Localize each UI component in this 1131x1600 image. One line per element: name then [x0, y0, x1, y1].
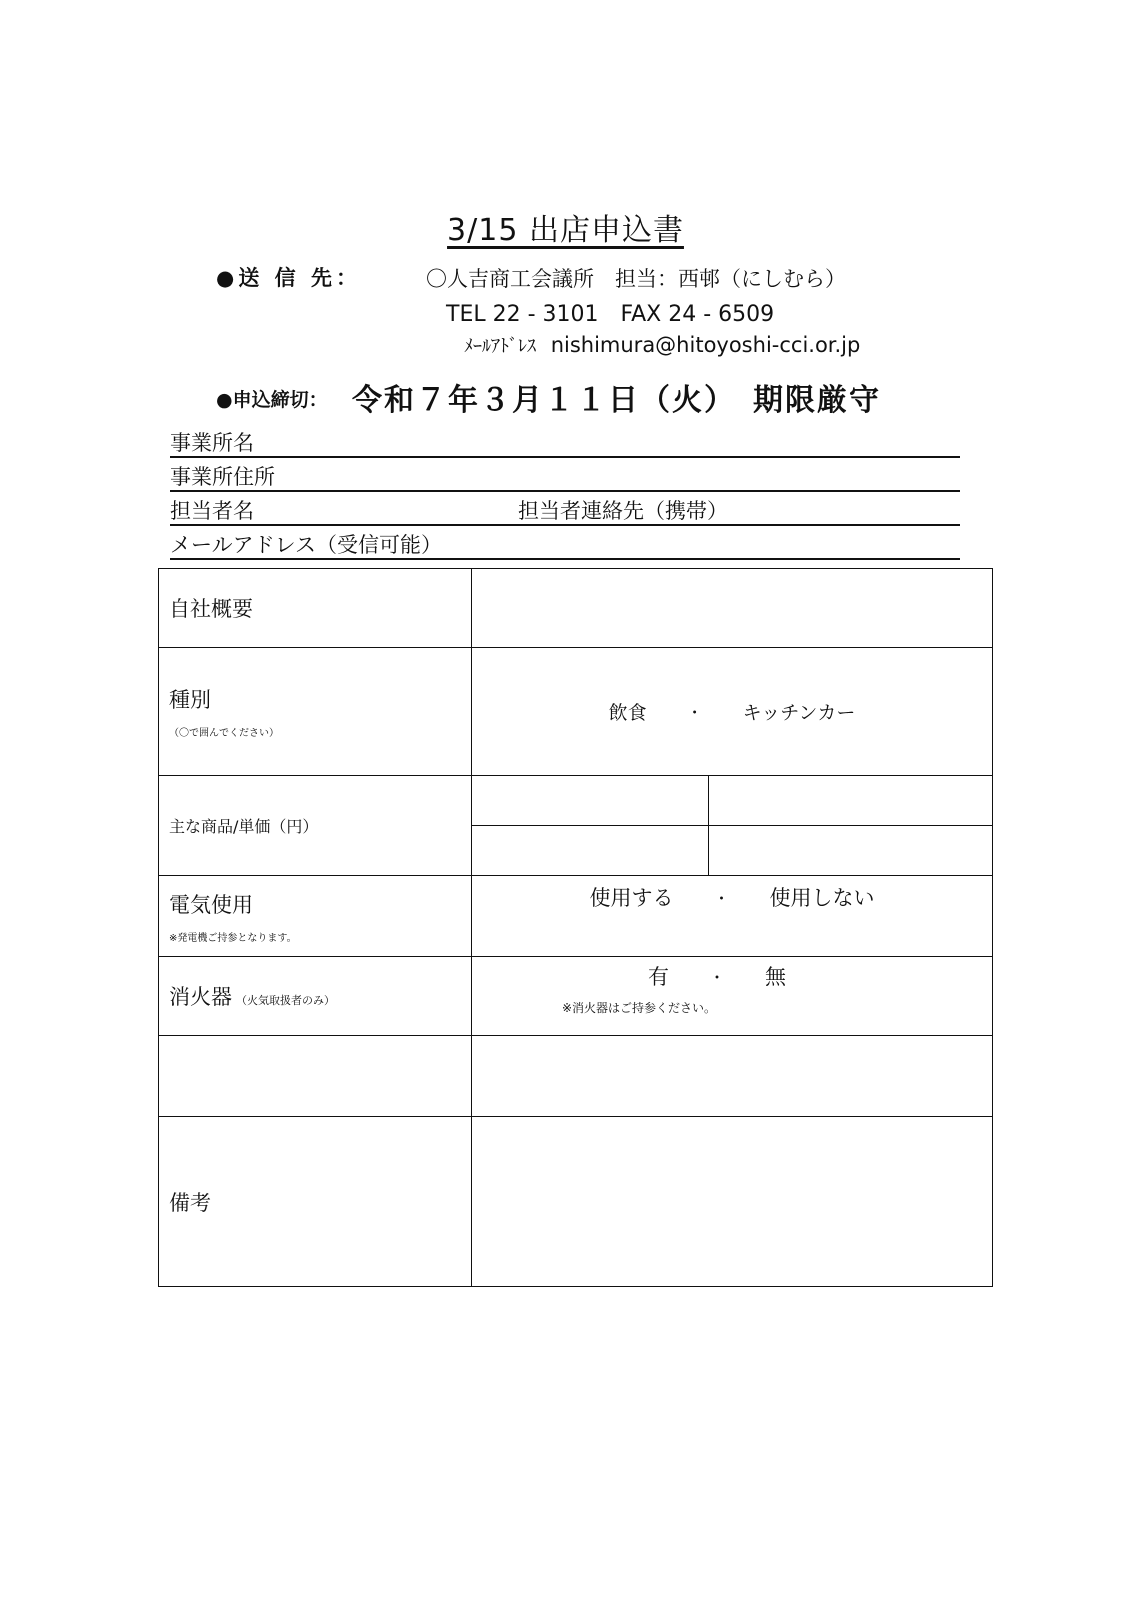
products-label: 主な商品/単価（円） — [159, 776, 472, 876]
electricity-option-no-use[interactable]: 使用しない — [769, 886, 875, 910]
page-title: 3/15 出店申込書 — [447, 213, 684, 248]
category-option-food[interactable]: 飲食 — [608, 702, 647, 724]
business-address-label: 事業所住所 — [170, 465, 275, 489]
extinguisher-option-yes[interactable]: 有 — [647, 965, 669, 989]
products-row — [159, 776, 993, 876]
business-address-field[interactable] — [170, 464, 960, 492]
electricity-label: 電気使用 — [169, 892, 253, 917]
products-inner-table — [472, 776, 992, 875]
product-2-price-input[interactable] — [708, 826, 992, 876]
send-to-tel-fax: TEL 22 - 3101 FAX 24 - 6509 — [446, 302, 775, 327]
electricity-options — [472, 876, 993, 957]
extinguisher-option-no[interactable]: 無 — [765, 965, 786, 989]
email-field-label: メールアドレス（受信可能） — [170, 533, 442, 557]
category-option-kitchen-car[interactable]: キッチンカー — [742, 702, 856, 724]
contact-field[interactable] — [170, 498, 960, 526]
extinguisher-separator: ・ — [708, 967, 725, 987]
electricity-note: ※発電機ご持参となります。 — [169, 932, 297, 944]
product-1-name-input[interactable] — [472, 776, 708, 826]
deadline-label: ●申込締切： — [216, 389, 328, 411]
category-separator: ・ — [686, 703, 703, 722]
blank-row-value-input[interactable] — [472, 1036, 993, 1117]
application-table — [158, 568, 993, 1287]
extinguisher-options — [472, 957, 993, 1036]
blank-row — [159, 1036, 993, 1117]
extinguisher-note: ※消火器はご持参ください。 — [562, 1001, 717, 1015]
business-name-field[interactable] — [170, 430, 960, 458]
contact-name-label: 担当者名 — [170, 499, 254, 523]
electricity-label-cell — [159, 876, 472, 957]
remarks-input[interactable] — [472, 1117, 993, 1287]
product-2-name-input[interactable] — [472, 826, 708, 876]
email-address[interactable]: nishimura@hitoyoshi-cci.or.jp — [550, 333, 861, 357]
category-label: 種別 — [169, 688, 211, 712]
category-note: （〇で囲んでください） — [169, 728, 279, 739]
products-grid — [472, 776, 993, 876]
contact-phone-label: 担当者連絡先（携帯） — [518, 499, 728, 523]
blank-row-label-input[interactable] — [159, 1036, 472, 1117]
business-name-label: 事業所名 — [170, 431, 254, 455]
company-overview-input[interactable] — [472, 569, 993, 648]
electricity-row — [159, 876, 993, 957]
extinguisher-label-note: （火気取扱者のみ） — [236, 994, 335, 1007]
remarks-label: 備考 — [159, 1117, 472, 1287]
email-label: ﾒｰﾙｱﾄﾞﾚｽ — [464, 336, 536, 357]
category-row — [159, 648, 993, 776]
electricity-option-use[interactable]: 使用する — [589, 886, 674, 910]
company-overview-label: 自社概要 — [159, 569, 472, 648]
send-to-email-line — [464, 332, 860, 358]
remarks-row — [159, 1117, 993, 1287]
deadline-value: 令和７年３月１１日（火） 期限厳守 — [352, 383, 881, 418]
extinguisher-label: 消火器 — [169, 985, 232, 1009]
email-field[interactable] — [170, 532, 960, 560]
extinguisher-row — [159, 957, 993, 1036]
send-to-label: ●送 信 先： — [216, 266, 361, 290]
category-label-cell — [159, 648, 472, 776]
category-options — [472, 648, 993, 776]
electricity-separator: ・ — [713, 888, 730, 908]
company-overview-row — [159, 569, 993, 648]
product-1-price-input[interactable] — [708, 776, 992, 826]
send-to-organization: 〇人吉商工会議所 担当：西邨（にしむら） — [426, 267, 846, 291]
extinguisher-label-cell — [159, 957, 472, 1036]
